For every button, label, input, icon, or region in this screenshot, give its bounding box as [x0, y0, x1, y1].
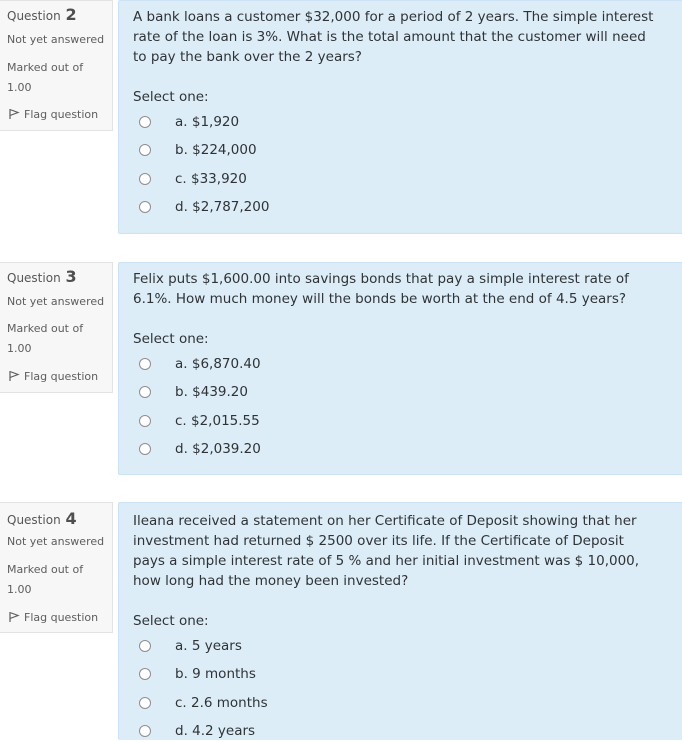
radio-button[interactable] [139, 116, 151, 128]
answer-option[interactable] [139, 141, 439, 161]
answer-option-label[interactable]: c. 2.6 months [175, 695, 268, 711]
answer-option-label[interactable]: c. $2,015.55 [175, 413, 260, 429]
radio-button[interactable] [139, 443, 151, 455]
question-state: Not yet answered [7, 33, 105, 46]
flag-question-label: Flag question [24, 108, 99, 121]
answer-option-label[interactable]: c. $33,920 [175, 171, 247, 187]
question-content [118, 262, 682, 475]
radio-button[interactable] [139, 386, 151, 398]
select-one-prompt: Select one: [133, 89, 209, 105]
answer-option-label[interactable]: d. $2,039.20 [175, 441, 261, 457]
answer-option-label[interactable]: d. 4.2 years [175, 723, 256, 739]
grade-label: Marked out of [7, 322, 84, 335]
answer-option-label[interactable]: a. $1,920 [175, 114, 240, 130]
question-block [0, 262, 682, 475]
flag-question-button[interactable] [8, 611, 98, 624]
answer-option-label[interactable]: b. $439.20 [175, 384, 248, 400]
question-content [118, 502, 682, 740]
radio-button[interactable] [139, 173, 151, 185]
answer-option[interactable] [139, 665, 439, 685]
question-info-panel [0, 262, 113, 393]
grade-value: 1.00 [7, 81, 32, 94]
question-state: Not yet answered [7, 295, 105, 308]
answer-option[interactable] [139, 722, 439, 742]
answer-option-label[interactable]: a. 5 years [175, 638, 242, 654]
answer-option-label[interactable]: a. $6,870.40 [175, 356, 261, 372]
question-number-value: 2 [65, 5, 77, 24]
answer-option[interactable] [139, 170, 439, 190]
radio-button[interactable] [139, 725, 151, 737]
answer-option-label[interactable]: d. $2,787,200 [175, 199, 270, 215]
question-number [7, 5, 77, 24]
question-info-panel [0, 502, 113, 633]
answer-option-label[interactable]: b. 9 months [175, 666, 256, 682]
grade-label: Marked out of [7, 563, 84, 576]
answer-option[interactable] [139, 198, 439, 218]
answer-option[interactable] [139, 355, 439, 375]
question-content [118, 0, 682, 234]
grade-value: 1.00 [7, 342, 32, 355]
question-number [7, 509, 77, 528]
answer-option[interactable] [139, 694, 439, 714]
grade-value: 1.00 [7, 583, 32, 596]
flag-icon [8, 108, 20, 120]
answer-option[interactable] [139, 412, 439, 432]
select-one-prompt: Select one: [133, 331, 209, 347]
flag-question-label: Flag question [24, 611, 99, 624]
question-block [0, 502, 682, 740]
question-text: A bank loans a customer $32,000 for a period of 2 years. The simple interest rate of the loan is 3%. What is the total amount that the customer will need to pay the bank over the 2 years? [133, 9, 654, 65]
radio-button[interactable] [139, 358, 151, 370]
flag-question-label: Flag question [24, 370, 99, 383]
answer-option[interactable] [139, 383, 439, 403]
answer-option[interactable] [139, 637, 439, 657]
select-one-prompt: Select one: [133, 613, 209, 629]
grade-label: Marked out of [7, 61, 84, 74]
flag-question-button[interactable] [8, 108, 98, 121]
question-number-value: 4 [65, 509, 77, 528]
radio-button[interactable] [139, 144, 151, 156]
question-text: Ileana received a statement on her Certificate of Deposit showing that her investment had returned $ 2500 over its life. If the Certificate of Deposit pays a simple interest rate of 5 % and her initial investment was $ 10,000, how long had the money been invested? [133, 513, 640, 589]
question-label: Question [7, 271, 61, 285]
answer-option[interactable] [139, 440, 439, 460]
answer-option[interactable] [139, 113, 439, 133]
radio-button[interactable] [139, 668, 151, 680]
question-number-value: 3 [65, 267, 77, 286]
question-label: Question [7, 513, 61, 527]
flag-icon [8, 370, 20, 382]
question-block [0, 0, 682, 234]
radio-button[interactable] [139, 201, 151, 213]
radio-button[interactable] [139, 697, 151, 709]
radio-button[interactable] [139, 640, 151, 652]
question-info-panel [0, 0, 113, 131]
question-number [7, 267, 77, 286]
question-text: Felix puts $1,600.00 into savings bonds that pay a simple interest rate of 6.1%. How much money will the bonds be worth at the end of 4.5 years? [133, 271, 629, 307]
flag-question-button[interactable] [8, 370, 98, 383]
flag-icon [8, 611, 20, 623]
question-state: Not yet answered [7, 535, 105, 548]
radio-button[interactable] [139, 415, 151, 427]
question-label: Question [7, 9, 61, 23]
answer-option-label[interactable]: b. $224,000 [175, 142, 257, 158]
